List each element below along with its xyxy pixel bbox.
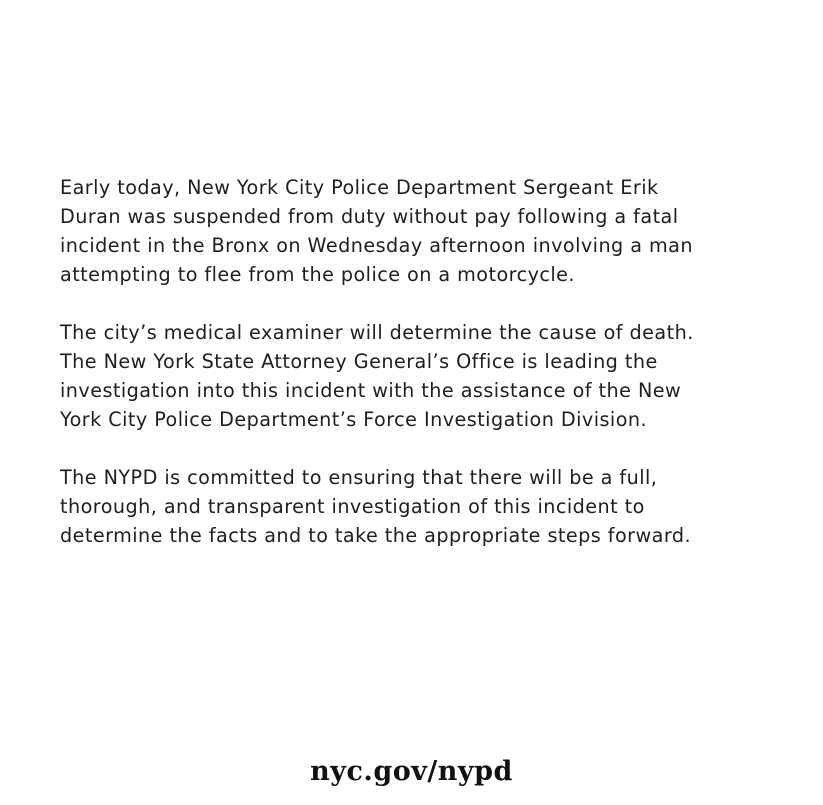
- text-line: incident in the Bronx on Wednesday afternoon involving a man: [60, 234, 693, 257]
- text-line: thorough, and transparent investigation of this incident to: [60, 495, 645, 518]
- text-line: The New York State Attorney General’s Office is leading the: [60, 350, 658, 373]
- text-line: attempting to flee from the police on a motorcycle.: [60, 263, 575, 286]
- text-line: York City Police Department’s Force Investigation Division.: [60, 408, 648, 431]
- statement-paragraph-2: [60, 318, 694, 434]
- text-line: The city’s medical examiner will determine the cause of death.: [60, 321, 694, 344]
- text-line: The NYPD is committed to ensuring that there will be a full,: [60, 466, 658, 489]
- statement-paragraph-1: [60, 173, 693, 289]
- text-line: Early today, New York City Police Department Sergeant Erik: [60, 176, 659, 199]
- text-line: Duran was suspended from duty without pay following a fatal: [60, 205, 679, 228]
- text-line: determine the facts and to take the appropriate steps forward.: [60, 524, 692, 547]
- footer-url: nyc.gov/nypd: [310, 756, 513, 787]
- text-line: investigation into this incident with the assistance of the New: [60, 379, 682, 402]
- statement-paragraph-3: [60, 463, 691, 550]
